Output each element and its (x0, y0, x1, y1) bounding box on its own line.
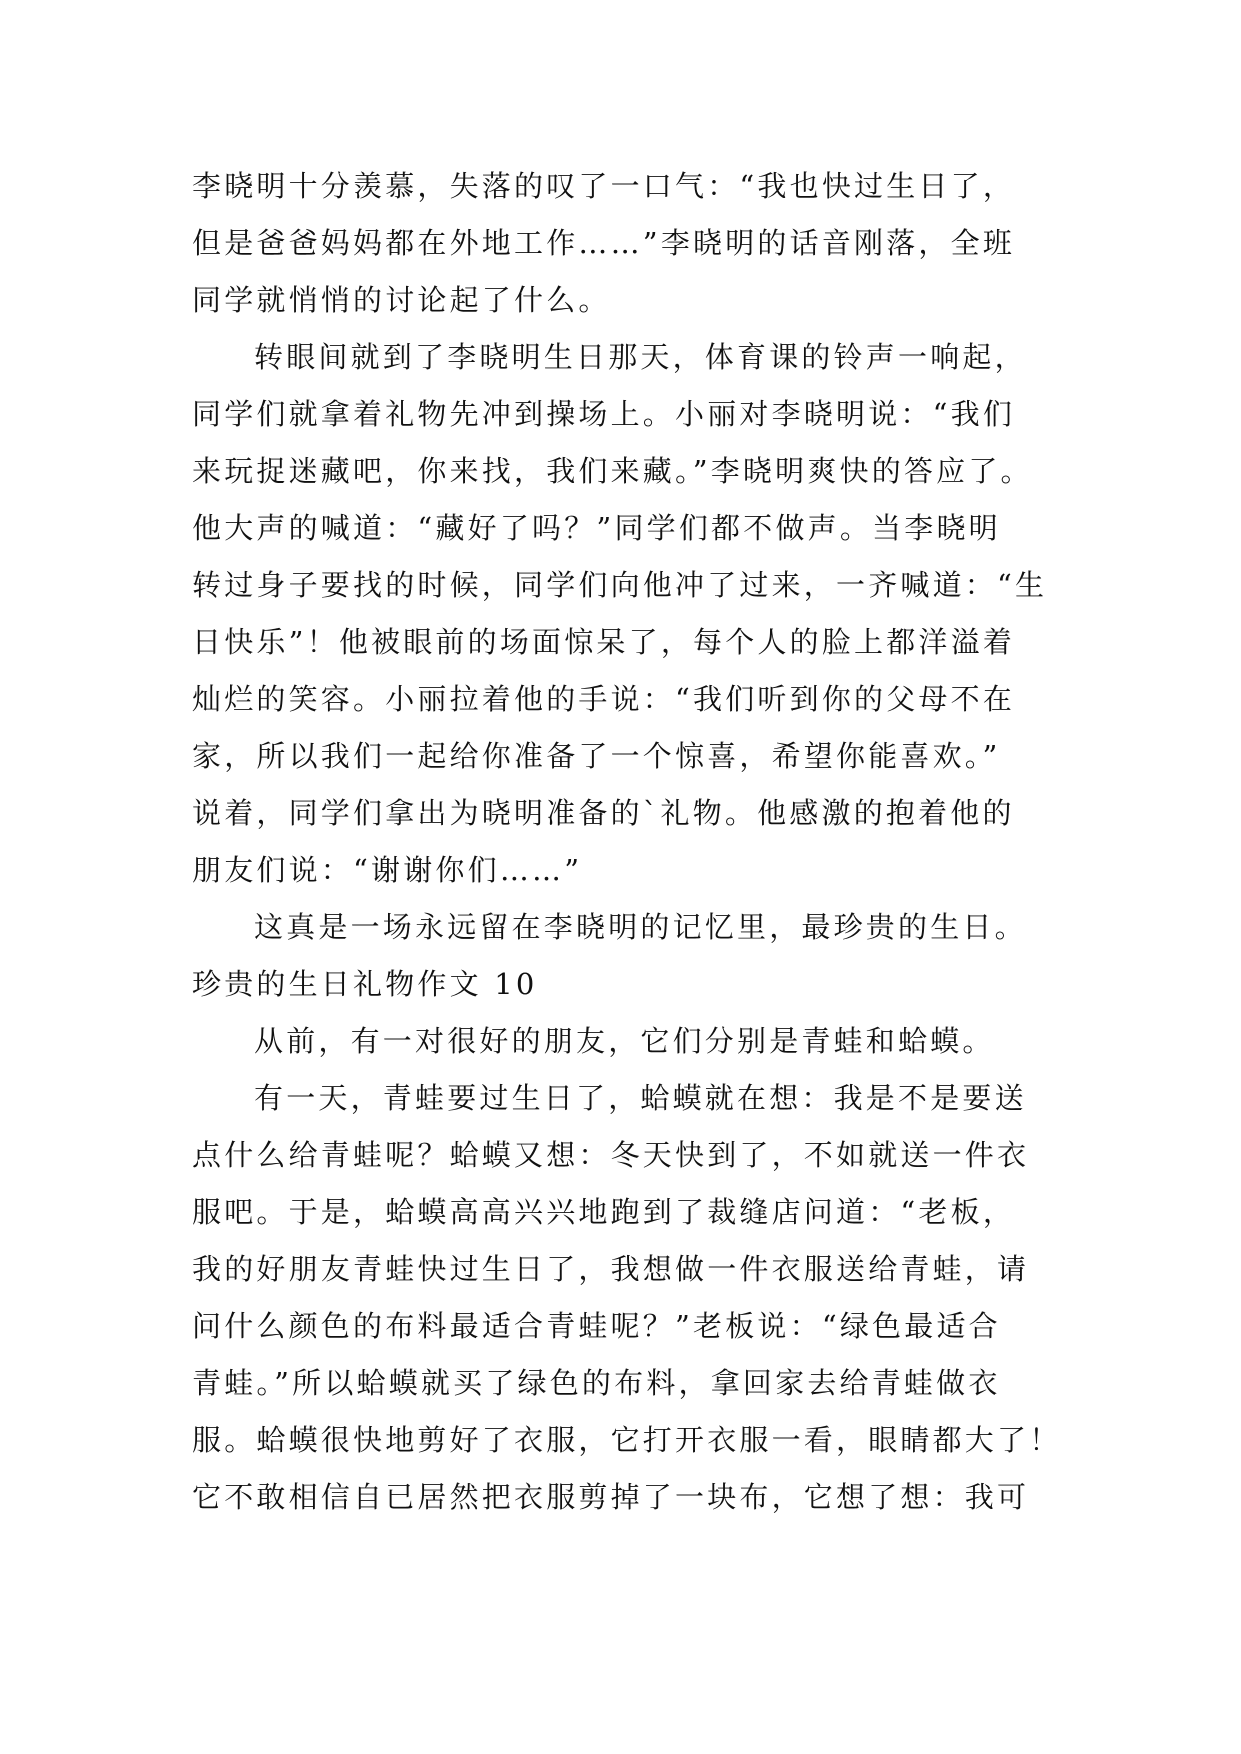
text-line: 说着，同学们拿出为晓明准备的`礼物。他感激的抱着他的 (192, 796, 1015, 830)
text-line: 它不敢相信自已居然把衣服剪掉了一块布，它想了想：我可 (192, 1480, 1030, 1514)
text-line: 我的好朋友青蛙快过生日了，我想做一件衣服送给青蛙，请 (192, 1252, 1030, 1286)
text-line: 家，所以我们一起给你准备了一个惊喜，希望你能喜欢。” (192, 739, 1001, 773)
text-line: 转眼间就到了李晓明生日那天，体育课的铃声一响起， (254, 340, 1027, 374)
text-line: 从前，有一对很好的朋友，它们分别是青蛙和蛤蟆。 (254, 1024, 995, 1058)
text-line: 这真是一场永远留在李晓明的记忆里，最珍贵的生日。 (254, 910, 1027, 944)
text-line: 李晓明十分羡慕，失落的叹了一口气：“我也快过生日了， (192, 169, 1016, 203)
text-line: 珍贵的生日礼物作文 10 (192, 967, 538, 1001)
text-line: 灿烂的笑容。小丽拉着他的手说：“我们听到你的父母不在 (192, 682, 1016, 716)
text-line: 但是爸爸妈妈都在外地工作……”李晓明的话音刚落，全班 (192, 226, 1016, 260)
text-line: 同学就悄悄的讨论起了什么。 (192, 283, 611, 317)
text-line: 问什么颜色的布料最适合青蛙呢？”老板说：“绿色最适合 (192, 1309, 1001, 1343)
text-line: 来玩捉迷藏吧，你来找，我们来藏。”李晓明爽快的答应了。 (192, 454, 1033, 488)
text-line: 点什么给青蛙呢？蛤蟆又想：冬天快到了，不如就送一件衣 (192, 1138, 1030, 1172)
text-line: 日快乐”！他被眼前的场面惊呆了，每个人的脸上都洋溢着 (192, 625, 1016, 659)
text-line: 他大声的喊道：“藏好了吗？”同学们都不做声。当李晓明 (192, 511, 1001, 545)
text-line: 有一天，青蛙要过生日了，蛤蟆就在想：我是不是要送 (254, 1081, 1027, 1115)
document-body (192, 158, 1072, 1526)
text-line: 朋友们说：“谢谢你们……” (192, 853, 583, 887)
text-line: 转过身子要找的时候，同学们向他冲了过来，一齐喊道：“生 (192, 568, 1048, 602)
text-line: 青蛙。”所以蛤蟆就买了绿色的布料，拿回家去给青蛙做衣 (192, 1366, 1001, 1400)
text-line: 服。蛤蟆很快地剪好了衣服，它打开衣服一看，眼睛都大了！ (192, 1423, 1062, 1457)
text-line: 同学们就拿着礼物先冲到操场上。小丽对李晓明说：“我们 (192, 397, 1016, 431)
text-line: 服吧。于是，蛤蟆高高兴兴地跑到了裁缝店问道：“老板， (192, 1195, 1016, 1229)
